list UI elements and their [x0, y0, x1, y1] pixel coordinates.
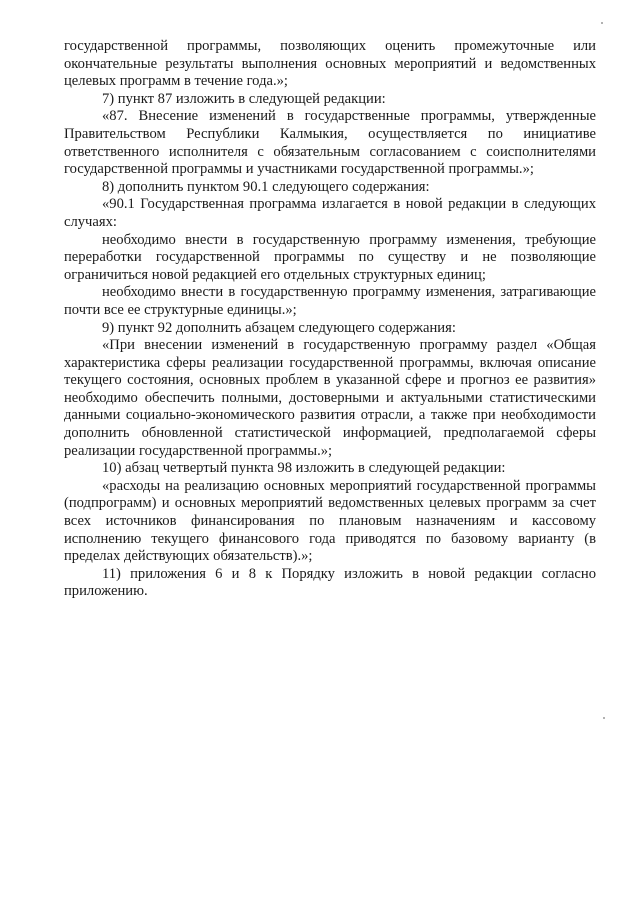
paragraph-item-10: 10) абзац четвертый пункта 98 изложить в следующей редакции: [102, 460, 506, 477]
paragraph-item-9: 9) пункт 92 дополнить абзацем следующего содержания: [102, 319, 456, 336]
paragraph-quote-90-1: «90.1 Государственная программа излагается в новой редакции в следующих случаях: [64, 196, 596, 230]
scan-speck [603, 717, 605, 719]
scan-speck [601, 22, 603, 24]
paragraph-case-1: необходимо внести в государственную программу изменения, требующие переработки государственной программы по существу и не позволяющие ограничиться новой редакцией его отдельных структурных единиц; [64, 231, 596, 283]
paragraph-quote-92: «При внесении изменений в государственную программу раздел «Общая характеристика сферы реализации государственной программы, включая описание текущего состояния, основных проблем в указанной сфере и прогноз ее развития» необходимо обеспечить полными, достоверными и актуальными статистическими данными социально-экономического развития отрасли, а также при необходимости дополнить обновленной статистической информацией, предполагаемой сферы реализации государственной программы.»; [64, 337, 596, 459]
paragraph-quote-87: «87. Внесение изменений в государственные программы, утвержденные Правительством Республики Калмыкия, осуществляется по инициативе ответственного исполнителя с обязательным согласованием с соисполнителями государственной программы и участниками государственной программы.»; [64, 108, 596, 178]
paragraph-item-7: 7) пункт 87 изложить в следующей редакции: [102, 90, 386, 107]
document-body [64, 38, 596, 601]
paragraph-item-11: 11) приложения 6 и 8 к Порядку изложить в новой редакции согласно приложению. [64, 565, 596, 600]
paragraph-case-2: необходимо внести в государственную программу изменения, затрагивающие почти все ее структурные единицы.»; [64, 284, 596, 318]
paragraph-continuation: государственной программы, позволяющих оценить промежуточные или окончательные результаты выполнения основных мероприятий и ведомственных целевых программ в течение года.»; [64, 38, 596, 90]
paragraph-item-8: 8) дополнить пунктом 90.1 следующего содержания: [102, 178, 430, 195]
paragraph-quote-98: «расходы на реализацию основных мероприятий государственной программы (подпрограмм) и основных мероприятий ведомственных целевых программ за счет всех источников финансирования по плановым назначениям и кассовому исполнению текущего финансового года приводятся по базовому варианту (в пределах действующих обязательств).»; [64, 477, 596, 565]
